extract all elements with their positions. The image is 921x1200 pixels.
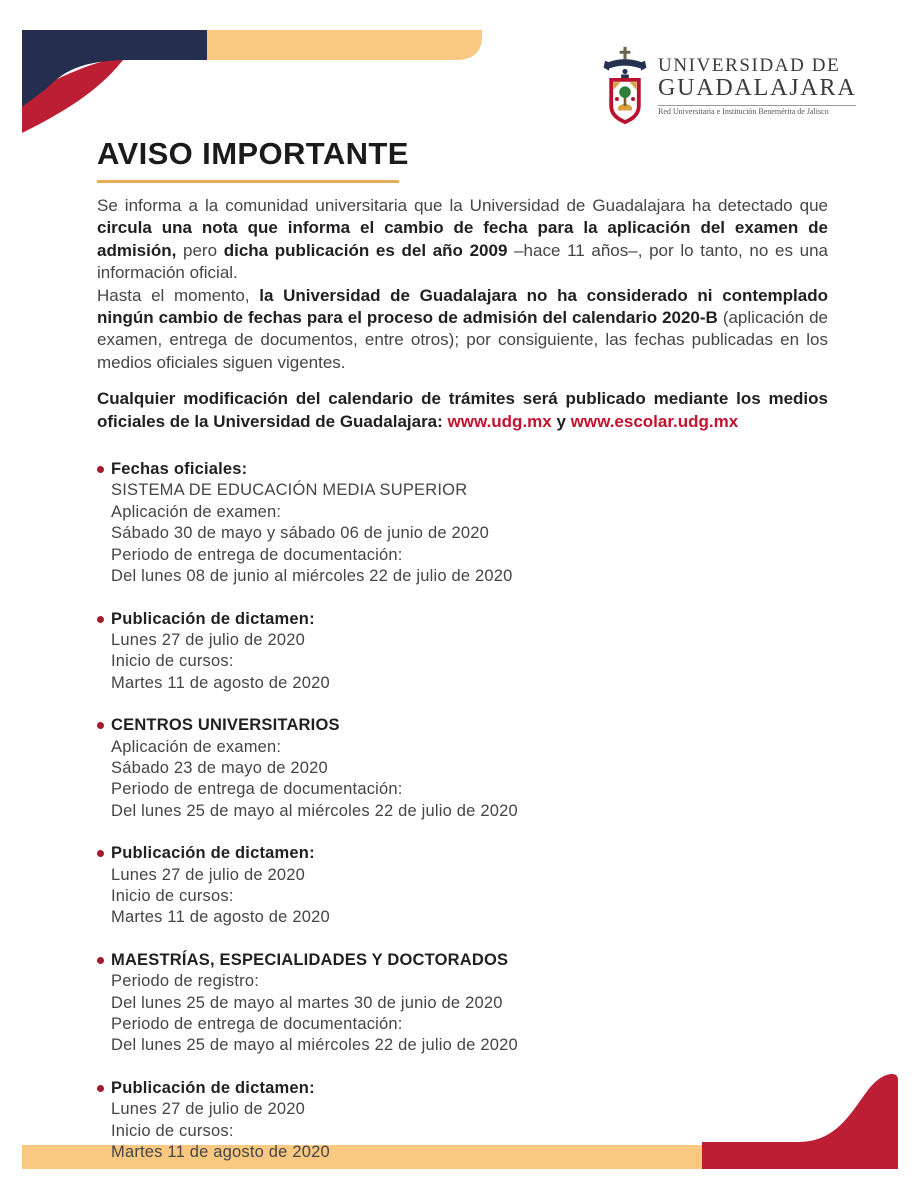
- list-item-line: Aplicación de examen:: [111, 737, 282, 756]
- dates-list: [97, 459, 828, 1163]
- list-item-line: Martes 11 de agosto de 2020: [111, 1143, 330, 1162]
- list-item-line: Aplicación de examen:: [111, 502, 282, 521]
- list-item-lines: [111, 480, 828, 587]
- list-item-heading: CENTROS UNIVERSITARIOS: [111, 716, 340, 735]
- list-item-line: Martes 11 de agosto de 2020: [111, 673, 330, 692]
- list-item-line: Periodo de entrega de documentación:: [111, 545, 403, 564]
- notice-paragraph-1: [97, 195, 828, 285]
- list-item: [97, 715, 828, 822]
- list-item-line: Sábado 23 de mayo de 2020: [111, 758, 328, 777]
- notice-paragraph-2: [97, 285, 828, 375]
- bullet-icon: [97, 616, 104, 623]
- list-item-heading: Publicación de dictamen:: [111, 844, 315, 863]
- list-item-line: Periodo de entrega de documentación:: [111, 780, 403, 799]
- list-item-line: Inicio de cursos:: [111, 886, 234, 905]
- list-item-lines: [111, 865, 828, 929]
- university-logo: [602, 46, 857, 126]
- university-tagline: Red Universitaria e Institución Benemérita de Jalisco: [658, 105, 856, 116]
- list-item-line: Del lunes 25 de mayo al miércoles 22 de julio de 2020: [111, 1036, 518, 1055]
- notice-content: [97, 136, 828, 1163]
- list-item-lines: [111, 737, 828, 823]
- bullet-icon: [97, 850, 104, 857]
- list-item-line: Lunes 27 de julio de 2020: [111, 630, 305, 649]
- list-item-line: Periodo de registro:: [111, 972, 259, 991]
- text-segment: Cualquier modificación del calendario de trámites será publicado mediante los medios oficiales de la Universidad de Guadalajara:: [97, 389, 828, 431]
- list-item: [97, 1078, 828, 1164]
- escolar-link[interactable]: www.escolar.udg.mx: [570, 411, 739, 431]
- text-segment: circula una nota que informa el cambio de fecha para la aplicación del examen de admisión,: [97, 218, 828, 260]
- list-item-line: Del lunes 25 de mayo al miércoles 22 de julio de 2020: [111, 801, 518, 820]
- list-item-line: Inicio de cursos:: [111, 1121, 234, 1140]
- list-item-line: Martes 11 de agosto de 2020: [111, 908, 330, 927]
- text-segment: Se informa a la comunidad universitaria que la Universidad de Guadalajara ha detectado que: [97, 196, 828, 215]
- university-name-line1: UNIVERSIDAD DE: [658, 54, 841, 76]
- text-segment: (aplicación de examen, entrega de documentos, entre otros); por consiguiente, las fechas publicadas en los medios oficiales siguen vigentes.: [97, 308, 828, 372]
- list-item-heading: MAESTRÍAS, ESPECIALIDADES Y DOCTORADOS: [111, 950, 509, 969]
- list-item: [97, 609, 828, 695]
- gold-bar-shape: [207, 30, 482, 60]
- page-title: AVISO IMPORTANTE: [97, 136, 409, 171]
- bullet-icon: [97, 957, 104, 964]
- list-item-line: Del lunes 08 de junio al miércoles 22 de julio de 2020: [111, 567, 513, 586]
- list-item-heading: Fechas oficiales:: [111, 460, 248, 479]
- title-underline: [97, 180, 399, 183]
- list-item: [97, 950, 828, 1057]
- text-segment: dicha publicación es del año 2009: [223, 240, 508, 260]
- list-item: [97, 843, 828, 929]
- bullet-icon: [97, 722, 104, 729]
- list-item-heading: Publicación de dictamen:: [111, 609, 315, 628]
- list-item-line: SISTEMA DE EDUCACIÓN MEDIA SUPERIOR: [111, 481, 468, 500]
- list-item-line: Sábado 30 de mayo y sábado 06 de junio de 2020: [111, 524, 489, 543]
- bullet-icon: [97, 466, 104, 473]
- list-item-line: Periodo de entrega de documentación:: [111, 1015, 403, 1033]
- list-item-line: Del lunes 25 de mayo al martes 30 de junio de 2020: [111, 993, 503, 1012]
- text-segment: y: [551, 411, 571, 431]
- list-item-line: Inicio de cursos:: [111, 652, 234, 671]
- list-item-lines: [111, 1099, 828, 1163]
- list-item-line: Lunes 27 de julio de 2020: [111, 865, 305, 884]
- list-item: [97, 459, 828, 587]
- list-item-line: Lunes 27 de julio de 2020: [111, 1100, 305, 1119]
- notice-paragraph-official-channels: [97, 388, 828, 433]
- text-segment: Hasta el momento,: [97, 285, 260, 305]
- list-item-lines: [111, 630, 828, 694]
- text-segment: –hace 11 años–, por lo tanto, no es una información oficial.: [97, 240, 828, 283]
- udg-link[interactable]: www.udg.mx: [447, 411, 552, 431]
- list-item-heading: Publicación de dictamen:: [111, 1078, 315, 1097]
- bullet-icon: [97, 1085, 104, 1092]
- text-segment: la Universidad de Guadalajara no ha considerado ni contemplado ningún cambio de fechas para el proceso de admisión del calendario 2020-B: [97, 285, 828, 328]
- list-item-lines: [111, 971, 828, 1057]
- university-crest-icon: [602, 46, 648, 126]
- text-segment: pero: [176, 240, 224, 260]
- university-name-line2: GUADALAJARA: [658, 74, 857, 101]
